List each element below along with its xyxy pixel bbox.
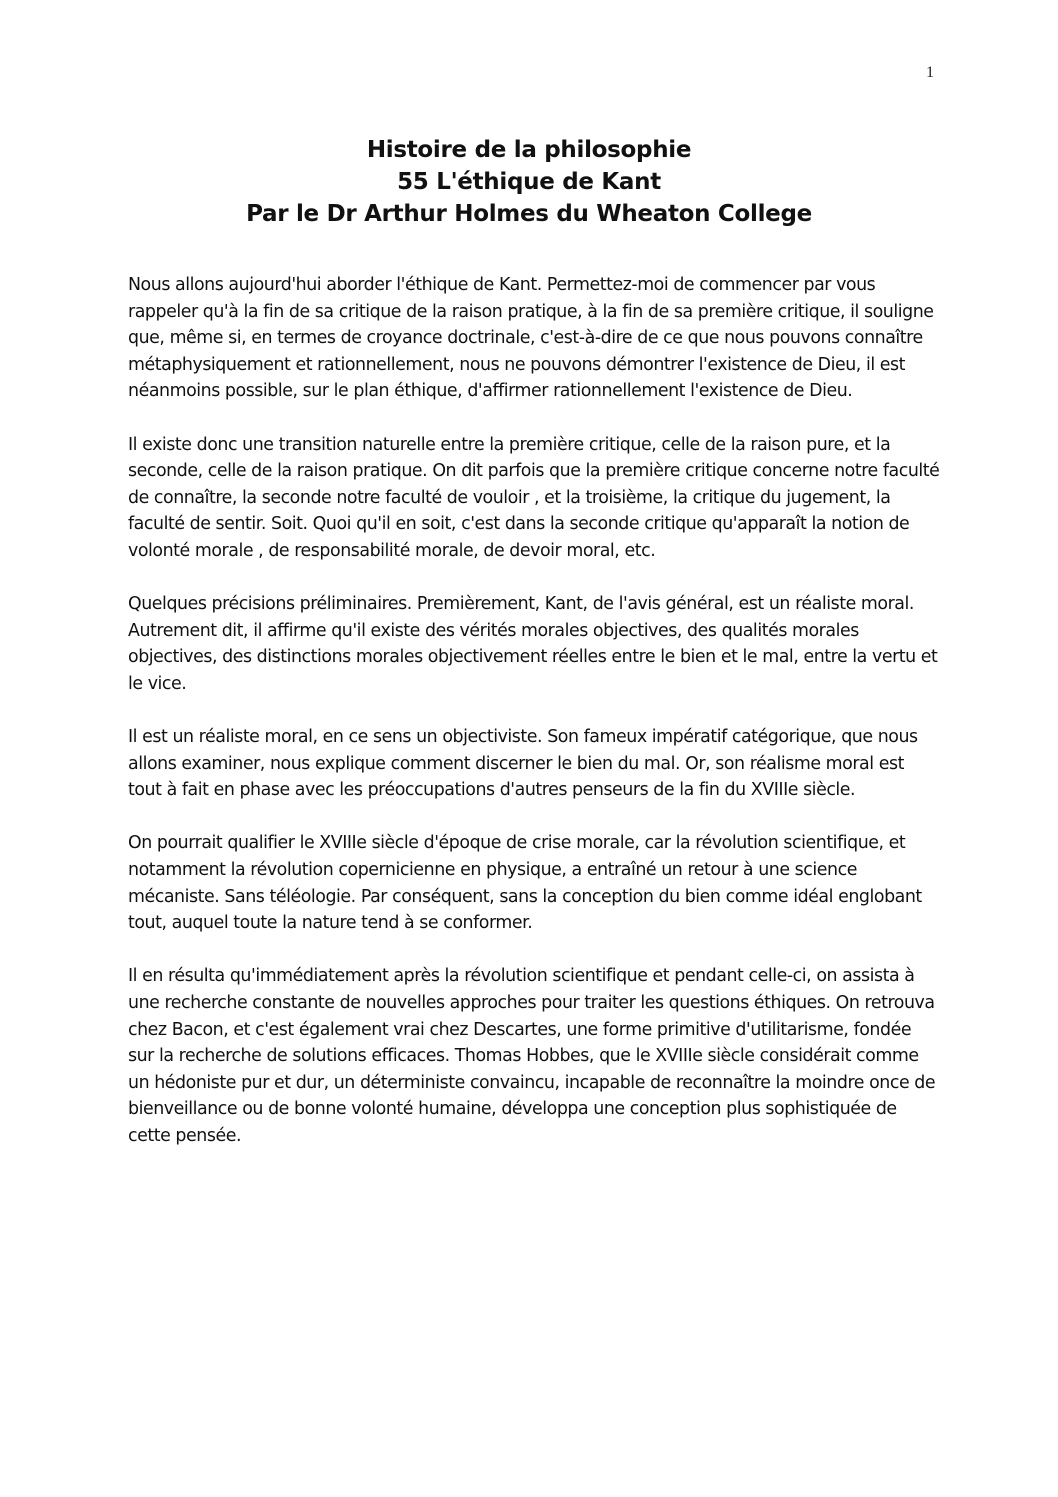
paragraph: Nous allons aujourd'hui aborder l'éthique de Kant. Permettez-moi de commencer par vous rappeler qu'à la fin de sa critique de la raison pratique, à la fin de sa première critique, il souligne que, même si, en termes de croyance doctrinale, c'est-à-dire de ce que nous pouvons connaître métaphysiquement et rationnellement, nous ne pouvons démontrer l'existence de Dieu, il est néanmoins possible, sur le plan éthique, d'affirmer rationnellement l'existence de Dieu.	[128, 275, 934, 402]
title-lecture: 55 L'éthique de Kant	[397, 169, 661, 195]
title-author: Par le Dr Arthur Holmes du Wheaton College	[246, 201, 812, 227]
paragraph: Il est un réaliste moral, en ce sens un objectiviste. Son fameux impératif catégorique, que nous allons examiner, nous explique comment discerner le bien du mal. Or, son réalisme moral est tout à fait en phase avec les préoccupations d'autres penseurs de la fin du XVIIIe siècle.	[128, 727, 918, 801]
paragraph: Il en résulta qu'immédiatement après la révolution scientifique et pendant celle-ci, on assista à une recherche constante de nouvelles approches pour traiter les questions éthiques. On retrouva chez Bacon, et c'est également vrai chez Descartes, une forme primitive d'utilitarisme, fondée sur la recherche de solutions efficaces. Thomas Hobbes, que le XVIIIe siècle considérait comme un hédoniste pur et dur, un déterministe convaincu, incapable de reconnaître la moindre once de bienveillance ou de bonne volonté humaine, développa une conception plus sophistiquée de cette pensée.	[128, 966, 936, 1146]
paragraph: On pourrait qualifier le XVIIIe siècle d'époque de crise morale, car la révolution scientifique, et notamment la révolution copernicienne en physique, a entraîné un retour à une science mécaniste. Sans téléologie. Par conséquent, sans la conception du bien comme idéal englobant tout, auquel toute la nature tend à se conformer.	[128, 833, 922, 934]
document-body	[128, 272, 940, 1176]
paragraph: Il existe donc une transition naturelle entre la première critique, celle de la raison pure, et la seconde, celle de la raison pratique. On dit parfois que la première critique concerne notre faculté de connaître, la seconde notre faculté de vouloir , et la troisième, la critique du jugement, la faculté de sentir. Soit. Quoi qu'il en soit, c'est dans la seconde critique qu'apparaît la notion de volonté morale , de responsabilité morale, de devoir moral, etc.	[128, 434, 940, 561]
title-series: Histoire de la philosophie	[366, 137, 692, 163]
paragraph: Quelques précisions préliminaires. Premièrement, Kant, de l'avis général, est un réaliste moral. Autrement dit, il affirme qu'il existe des vérités morales objectives, des qualités morales objectives, des distinctions morales objectivement réelles entre le bien et le mal, entre la vertu et le vice.	[128, 594, 938, 694]
document-title	[0, 134, 1058, 230]
page-number: 1	[926, 64, 934, 81]
